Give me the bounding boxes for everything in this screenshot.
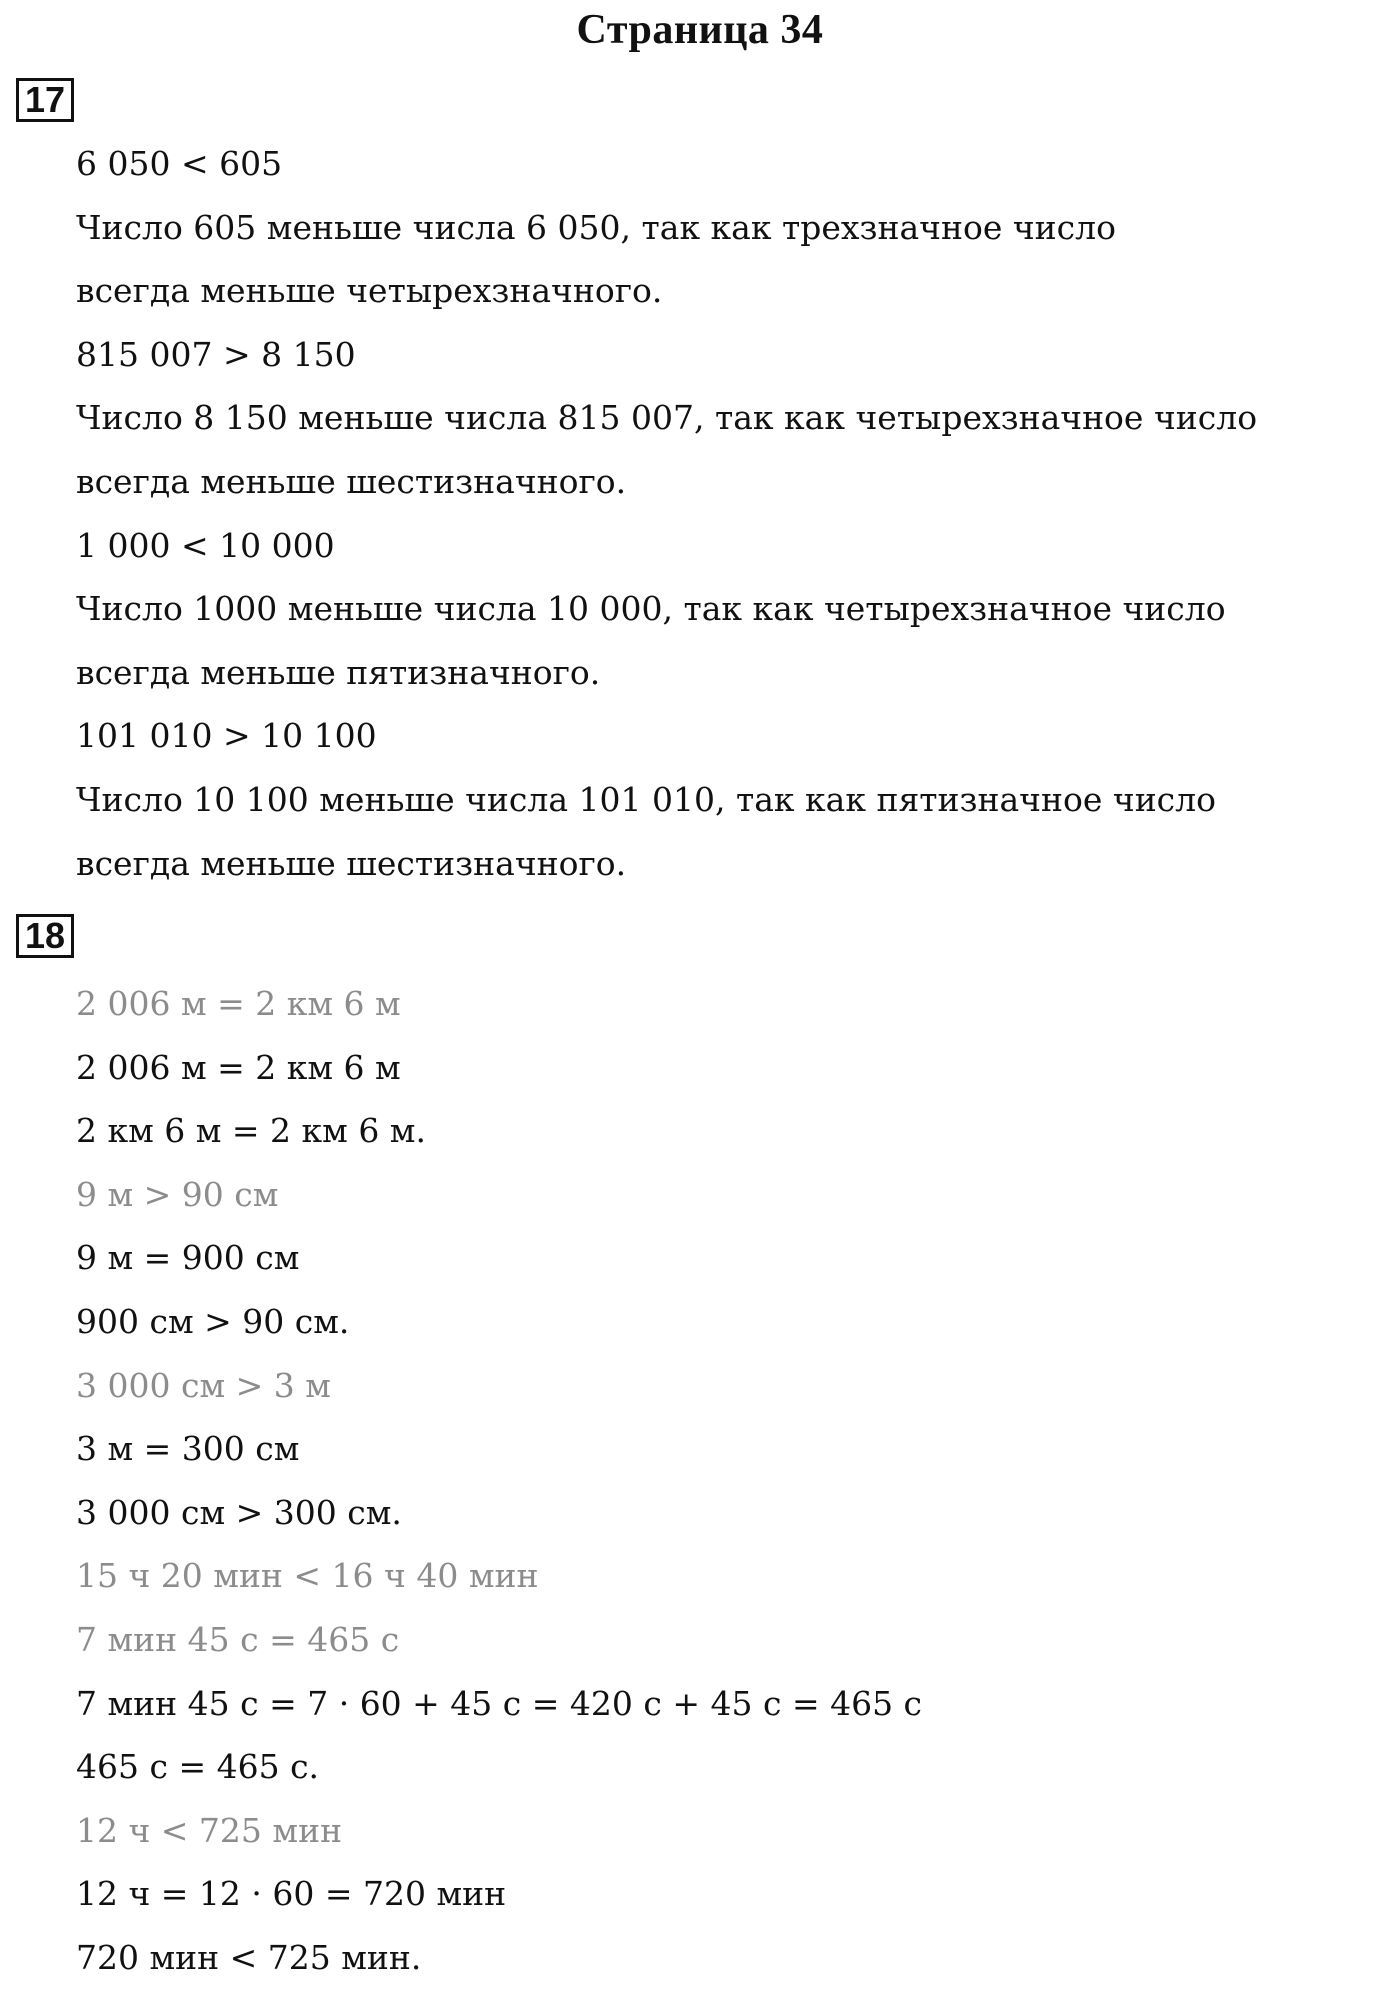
task-17-line: 1 000 < 10 000 (76, 525, 335, 565)
task-17-line: Число 10 100 меньше числа 101 010, так как пятизначное число (76, 779, 1216, 819)
task-18-lines (76, 972, 922, 1990)
task-18-line: 2 006 м = 2 км 6 м (76, 984, 401, 1023)
task-18-line: 3 000 см > 300 см. (76, 1492, 402, 1532)
task-17-line: 6 050 < 605 (76, 144, 283, 183)
task-17-line: всегда меньше шестизначного. (76, 843, 627, 883)
task-18-line: 12 ч < 725 мин (76, 1810, 343, 1850)
task-18-line: 9 м > 90 см (76, 1174, 279, 1214)
task-17-line: Число 8 150 меньше числа 815 007, так как четырехзначное число (76, 398, 1258, 438)
task-18-line: 465 с = 465 с. (76, 1747, 320, 1787)
task-17-line: всегда меньше пятизначного. (76, 652, 601, 692)
task-18-line: 7 мин 45 с = 7 · 60 + 45 с = 420 с + 45 с = 465 с (76, 1683, 923, 1723)
task-18-line: 3 м = 300 см (76, 1429, 300, 1469)
task-18-line: 3 000 см > 3 м (76, 1365, 331, 1405)
page-title: Страница 34 (576, 7, 824, 53)
task-number-18: 18 (16, 914, 74, 958)
task-17-line: всегда меньше четырехзначного. (76, 271, 663, 311)
task-17-line: Число 605 меньше числа 6 050, так как трехзначное число (76, 207, 1116, 247)
task-18-line: 720 мин < 725 мин. (76, 1937, 422, 1977)
task-17-line: 101 010 > 10 100 (76, 716, 377, 756)
task-17-line: 815 007 > 8 150 (76, 334, 356, 374)
task-18-line: 12 ч = 12 · 60 = 720 мин (76, 1874, 507, 1914)
task-18-line: 2 006 м = 2 км 6 м (76, 1047, 401, 1087)
task-18-line: 9 м = 900 см (76, 1238, 300, 1278)
task-18-line: 2 км 6 м = 2 км 6 м. (76, 1111, 426, 1151)
task-number-17: 17 (16, 78, 74, 122)
task-18-line: 15 ч 20 мин < 16 ч 40 мин (76, 1556, 539, 1596)
task-18-line: 900 см > 90 см. (76, 1301, 350, 1341)
task-18-line: 7 мин 45 с = 465 с (76, 1619, 400, 1659)
task-17-lines (76, 132, 1257, 895)
task-17-line: Число 1000 меньше числа 10 000, так как четырехзначное число (76, 589, 1226, 629)
task-17-line: всегда меньше шестизначного. (76, 461, 627, 501)
